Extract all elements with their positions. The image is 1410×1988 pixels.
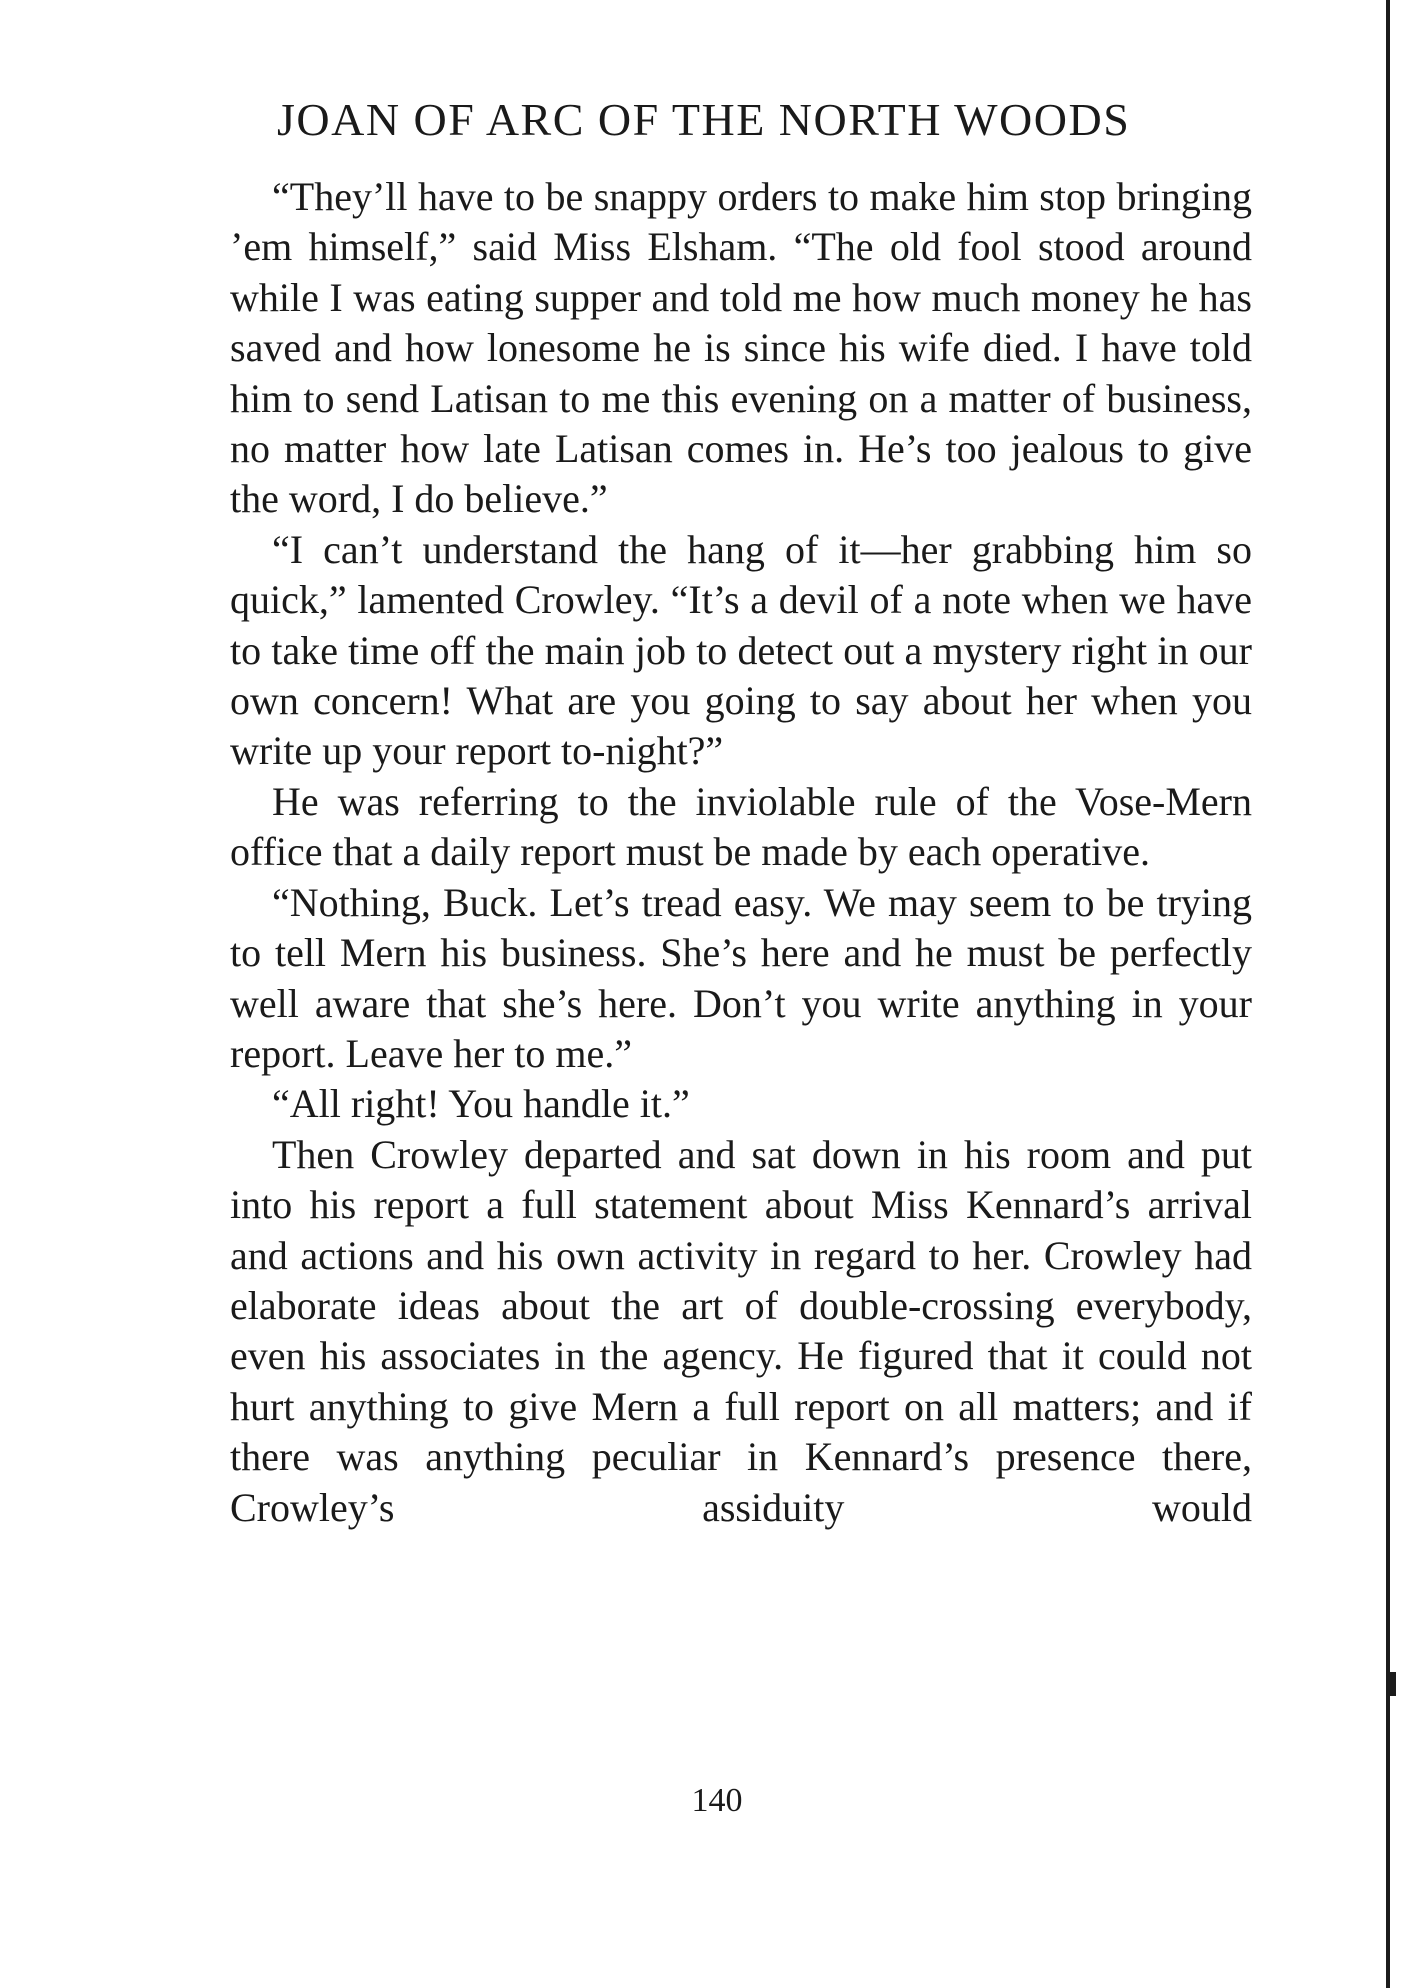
paragraph-5: “All right! You handle it.” xyxy=(272,1081,690,1127)
paragraph-1: “They’ll have to be snappy orders to make him stop bringing ’em himself,” said Miss Elsham. “The old fool stood around while I was eating supper and told me how much money he has saved and how lonesome he is since his wife died. I have told him to send Latisan to me this evening on a matter of business, no matter how late Latisan comes in. He’s too jealous to give the word, I do believe.” xyxy=(230,174,1252,522)
binding-edge-mark xyxy=(1390,1672,1396,1696)
running-head: JOAN OF ARC OF THE NORTH WOODS xyxy=(277,94,1131,145)
body-text xyxy=(230,172,1252,1533)
paragraph-2: “I can’t understand the hang of it—her grabbing him so quick,” lamented Crowley. “It’s a devil of a note when we have to take time off the main job to detect out a mystery right in our own concern! What are you going to say about her when you write up your report to-night?” xyxy=(230,526,1252,774)
paragraph-3: He was referring to the inviolable rule of the Vose-Mern office that a daily report must be made by each operative. xyxy=(230,778,1252,875)
paragraph-4: “Nothing, Buck. Let’s tread easy. We may seem to be trying to tell Mern his business. She’s here and he must be perfectly well aware that she’s here. Don’t you write anything in your report. Leave her to me.” xyxy=(230,879,1252,1076)
page-number: 140 xyxy=(691,1782,743,1819)
paragraph-6: Then Crowley departed and sat down in his room and put into his report a full statement about Miss Kennard’s arrival and actions and his own activity in regard to her. Crowley had elaborate ideas about the art of double-crossing everybody, even his associates in the agency. He figured that it could not hurt anything to give Mern a full report on all matters; and if there was anything peculiar in Kennard’s presence there, Crowley’s assiduity would xyxy=(230,1131,1252,1530)
